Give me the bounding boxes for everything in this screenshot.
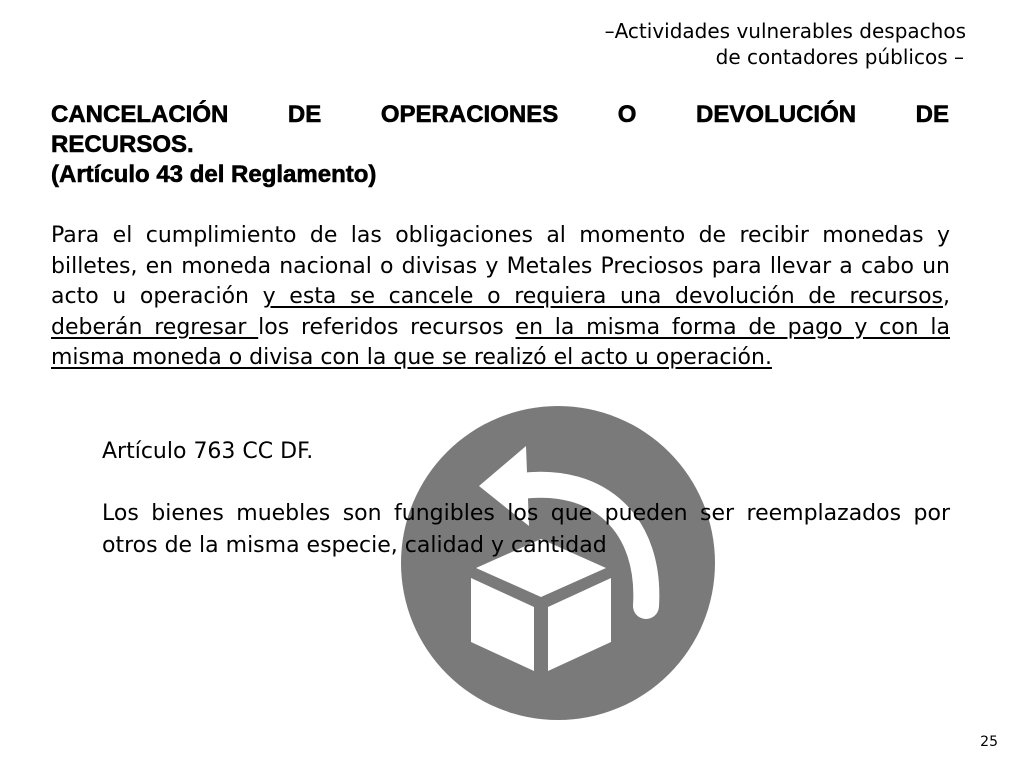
body-paragraph [51,221,950,374]
heading-line-2: RECURSOS. [51,131,194,158]
article-text: Los bienes muebles son fungibles los que pueden ser reemplazados por otros de la misma especie, calidad y cantidad [102,501,950,558]
heading-line-1: CANCELACIÓN DE OPERACIONES O DEVOLUCIÓN DE [51,101,949,128]
return-package-icon [401,406,715,720]
paragraph-underlined-text: en la misma forma de pago y con la misma moneda o divisa con la que se realizó el acto u operación. [51,314,950,370]
slide-header [466,18,966,70]
paragraph-underlined-text: deberán regresar [51,314,259,340]
header-line-2: de contadores públicos – [715,45,964,69]
paragraph-text: , [943,284,951,309]
article-title: Artículo 763 CC DF. [102,439,314,464]
section-heading [51,100,949,190]
paragraph-text: Para el cumplimiento de las obligaciones al momento de recibir monedas y billetes, en moneda nacional o divisas y Metales Preciosos para llevar a cabo un acto u operación [51,223,950,309]
paragraph-underlined-text: y esta se cancele o requiera una devolución de recursos [262,284,944,309]
page-number: 25 [980,734,998,750]
heading-article-reference: (Artículo 43 del Reglamento) [51,161,377,188]
header-line-1: –Actividades vulnerables despachos [604,19,966,43]
paragraph-text: los referidos recursos [258,314,516,340]
